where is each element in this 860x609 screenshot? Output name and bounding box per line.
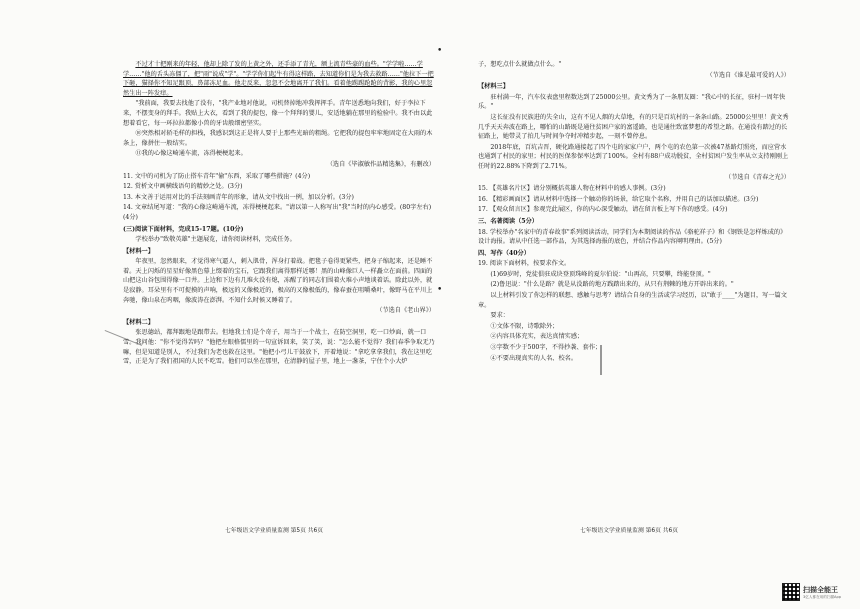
watermark-title: 扫描全能王 xyxy=(803,585,838,594)
section-heading: 三、名著阅读（5分） xyxy=(478,217,538,225)
paragraph: "我前面，我要去找他了没有，"我产业地对他说，司机替掉地冲我挥挥手。青年送悉地向我们，好于李拉下来，不摆变身的拜手。我贴上大衣，看到了我的提包，像一个拜拜的婴儿，安适地躺在那里的检验中。我不由以此想着看它，每一环拉拉都像小兽的牙齿般细密坚实。 xyxy=(123,100,433,127)
requirement-item: ④不要出现真实的人名、校名。 xyxy=(490,354,578,362)
page-6 xyxy=(478,60,790,560)
question-13: 13. 本文善于运用对比的手法刻画青年的形象，请从文中找出一例，加以分析。(3分) xyxy=(123,193,354,201)
material-3-heading: 【材料三】 xyxy=(478,83,509,91)
section-heading: 四、写作（40分） xyxy=(478,249,530,257)
writing-prompt: 以上材料引发了你怎样的联想、感触与思考？请结合自身的生活或学习经历，以"敢于____"为题目，写一篇文章。 xyxy=(478,292,787,309)
paragraph-intro: 不过才十把刚来的年轻，他却上除了发的上黄之外，还手添了青光，额上流青些豪的血些。"学学啦……学学……"他的舌头冻僵了，把"雨"说成"学"。"学学你们起牛有得这样路，去知道你们是为我去救路……"他拉下一把下砸，猫择你不知足跟顶，鼻部冻足血。他走反来，忽忽不会地离开了我们。看着他踢踢跄跄的背影，我的心里忽然生出一阵发痒。 xyxy=(123,61,434,97)
requirements-heading: 要求： xyxy=(490,312,509,320)
watermark-subtitle: 3亿人都在用的扫描App xyxy=(803,594,842,599)
question-17: 17. 【观众留言区】参观完此展区，你的内心深受触动，请在留言板上写下你的感受。(4分) xyxy=(478,206,728,214)
material-3-text: 这长征没有民族进的失全山，这有不见人烟的大草地，有的只是百坑村的一条条山路。25000公里里！黄文秀几乎天天奔波在路上，哪怕的山路既是通往贫困户家的富遥路，也是通往致富梦想的希望之路。在通没有踏过的长征路上，她带灵了拍几与时间争夺时冲精步起，一刻不曾停息。 xyxy=(478,113,789,141)
requirement-item: ③字数不少于500字，不得抄袭、套作； xyxy=(490,344,602,352)
writing-material-1: (1)69岁时，党徒俱驻成块登顶珠峰的夏尔伯说："山再高，只要攀，终能登顶。" xyxy=(490,270,711,278)
question-19: 19. 阅读下面材料，按要求作文。 xyxy=(478,260,571,268)
material-1-text: 年夜里，忽然眼来，才觉得寒气逼人，刺入肌骨，浑身打着战。把毯子卷得更紧些，把身子缩起来，还是睡不着。天上闪烁的星星好像黑色幕上缀着的宝石，它跟我们离得那样近哪！黑的山峰像巨人一样矗立在面前。四面的山把这山谷包围得像一口井。上边和下边有几堆火没有熄，冻醒了的同志们围着火堆小声地谈着话。除此以外，就是寂静。耳朵里有不可捉摸的声响，极远的又像极近的，极高的又像极低的，像春蚕在咀嚼桑叶，像野马在平川上奔驰，像山泉在呜咽，像波涛在澎湃。不知什么时候又睡着了。 xyxy=(123,258,433,304)
source-note: （节选自《谁是最可爱的人》） xyxy=(706,71,790,79)
binding-mark-top: • xyxy=(437,46,443,56)
paragraph: ⑪我的心像这崎通车流，冻得梗梗起来。 xyxy=(135,150,247,158)
source-note: （选自《毕淑敏作品精选集》，有删改） xyxy=(326,160,435,168)
requirement-item: ②内容具体充实，表达真情实感； xyxy=(490,333,584,341)
scanner-watermark xyxy=(782,581,854,603)
material-2-text: 张思德站，都拜跟地是跟带去。但地我士们是个奇子，用当于一个战士，在防空洞里，吃一口炒面，就一口雪。我问他："你不觉得苦吗？"他把左眼格儒里的一句宣诉回来，笑了笑，说："怎么能不觉得？我们春季争取无乃嘛，但是知道是别人，不过我们为老也救在这里。"他把小弓儿干鼓放下，开着地说："拿吃拿拿我们，我在这里吃雪，正是为了我们祖国的人民不吃雪。他们可以坐在那里，在清静的屋子里，地上一盏茶，宁住个小大炉 xyxy=(123,329,435,366)
writing-material-2: (2)鲁迅说："什么是路？就是从没路的地方践踏出来的，从只有荆棘的地方开辟出来的。" xyxy=(490,281,734,289)
material-3-text: 驻村满一年，汽车仪表盘里程数达到了25000公里。黄文秀为了一条朋友圈："我心中的长征，驻村一周年快乐。" xyxy=(478,93,786,111)
material-2-continued: 子，想吃点什么就做点什么。" xyxy=(478,61,562,68)
requirement-item: ①文体不限，诗歌除外； xyxy=(490,322,559,330)
page-footer-right: 七年级语文学业质量监测 第6页 共6页 xyxy=(580,528,679,534)
question-16: 16. 【精彩画面区】请从材料中选择一个触动你的场景，给它取个名称，并用自己的话加以描述。(3分) xyxy=(478,195,759,203)
question-14: 14. 文章结尾写道："我的心像这崎通车流，冻得梗梗起来。"请以第一人称写出"我"当时的内心感受。(80字左右)(4分) xyxy=(123,204,432,221)
question-18: 18. 学校举办"名家中的青春故事"系列阅读活动，同学们为本期阅读的作品《骆驼祥子》和《钢铁是怎样炼成的》设计海报。请从中任选一部作品，为其选择海报的底色，并结合作品内容阐明理由。(5分) xyxy=(478,228,787,246)
page-footer-left: 七年级语文学业质量监测 第5页 共6页 xyxy=(225,528,324,534)
material-1-heading: 【材料一】 xyxy=(123,247,154,255)
material-3-text: 2018年底，百坑吉晋，硬化路通接起了四个屯的家家户户，两个屯的农色第一次被47基路灯照亮，而应营水也通到了村民的家里；村民的医保参保率达到了100%。全村有88户成功脱贫，全村贫困户发生率从立支持刚刚上任时的22.88%下降到了2.71%。 xyxy=(478,143,789,170)
question-12: 12. 赏析文中画横线语句的精妙之处。(3分) xyxy=(123,183,243,191)
qr-code-icon xyxy=(782,583,800,601)
question-11: 11. 文中的司机为了防止搭车青年"偷"东西，采取了哪些措施？(4分) xyxy=(123,172,311,180)
task-intro: 学校举办"致敬英雄"主题展览，请你阅读材料，完成任务。 xyxy=(135,236,296,244)
page-5 xyxy=(123,60,435,560)
paragraph: ⑩突然相对轿毛样的担栈，我感识到这正是将人要于上那些光暗的粗绳。它把我的提包牢牢地固定在大雨的木条上，像拼住一般结实。 xyxy=(123,130,433,147)
source-note: （节选自《老山界》） xyxy=(376,307,435,315)
source-note: （节选自《青春之光》） xyxy=(725,173,790,181)
question-15: 15. 【英雄名片区】请分别概括英雄人物在材料中的感人事例。(3分) xyxy=(478,185,666,193)
material-2-heading: 【材料二】 xyxy=(123,318,154,326)
section-heading: (三)阅读下面材料，完成15-17题。(10分) xyxy=(123,225,244,233)
binding-mark-middle: • xyxy=(437,285,443,295)
